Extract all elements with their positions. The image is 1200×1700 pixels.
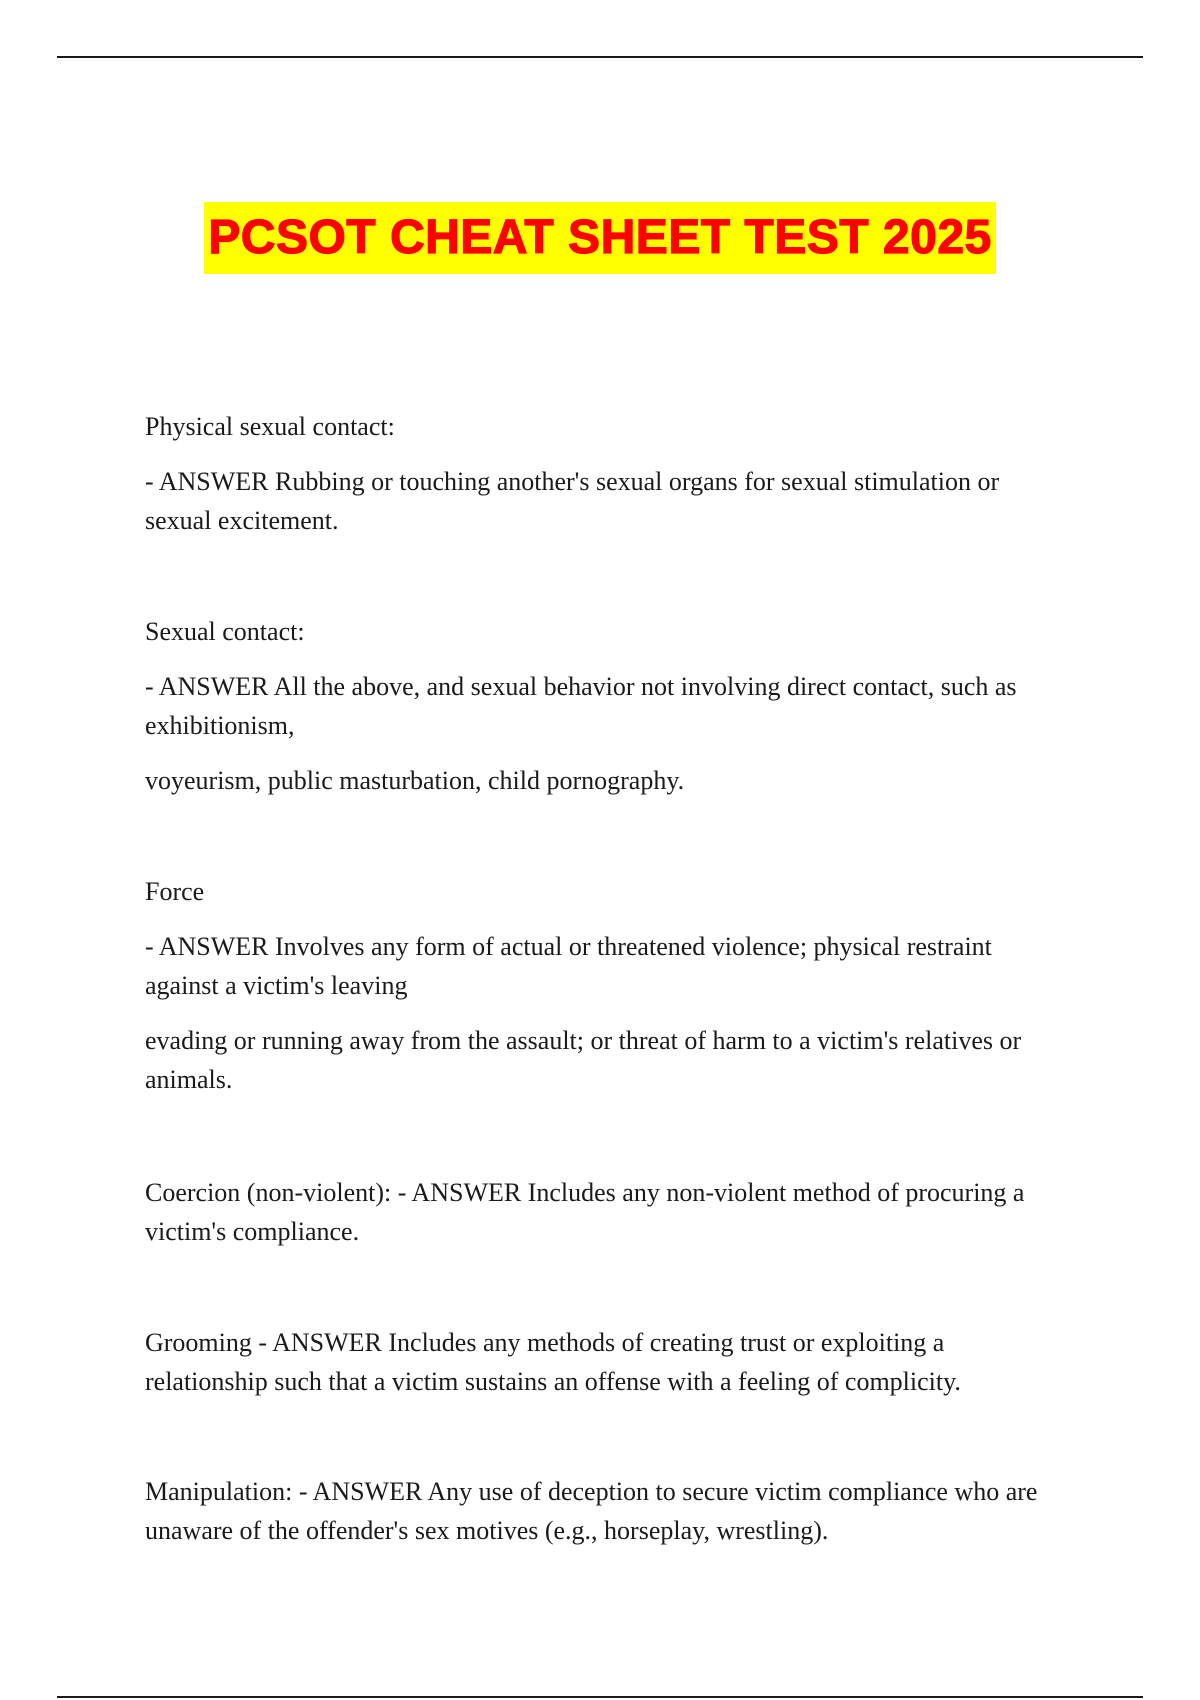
- question-text: Physical sexual contact:: [145, 412, 395, 441]
- question-text: Force: [145, 877, 205, 906]
- answer-text-continued: voyeurism, public masturbation, child pornography.: [145, 766, 685, 795]
- top-rule: [57, 56, 1143, 58]
- answer-text-continued: evading or running away from the assault; or threat of harm to a victim's relatives or animals.: [145, 1026, 1022, 1094]
- title-block: [0, 202, 1200, 274]
- qa-entry-coercion: [145, 1173, 1065, 1251]
- question-answer-text: Manipulation: - ANSWER Any use of deception to secure victim compliance who are unaware of the offender's sex motives (e.g., horseplay, wrestling).: [145, 1477, 1038, 1545]
- qa-entry-force: [145, 872, 1065, 1099]
- answer-text: - ANSWER All the above, and sexual behavior not involving direct contact, such as exhibitionism,: [145, 672, 1017, 740]
- document-title: PCSOT CHEAT SHEET TEST 2025: [204, 202, 995, 274]
- question-answer-text: Grooming - ANSWER Includes any methods of creating trust or exploiting a relationship such that a victim sustains an offense with a feeling of complicity.: [145, 1328, 961, 1396]
- bottom-rule: [57, 1696, 1143, 1698]
- question-text: Sexual contact:: [145, 617, 305, 646]
- qa-entry-grooming: [145, 1323, 1065, 1401]
- qa-entry-manipulation: [145, 1472, 1065, 1550]
- qa-entry-sexual-contact: [145, 612, 1065, 800]
- answer-text: - ANSWER Rubbing or touching another's sexual organs for sexual stimulation or sexual excitement.: [145, 467, 1000, 535]
- qa-entry-physical-sexual-contact: [145, 407, 1070, 540]
- question-answer-text: Coercion (non-violent): - ANSWER Includes any non-violent method of procuring a victim's compliance.: [145, 1178, 1025, 1246]
- answer-text: - ANSWER Involves any form of actual or threatened violence; physical restraint against a victim's leaving: [145, 932, 992, 1000]
